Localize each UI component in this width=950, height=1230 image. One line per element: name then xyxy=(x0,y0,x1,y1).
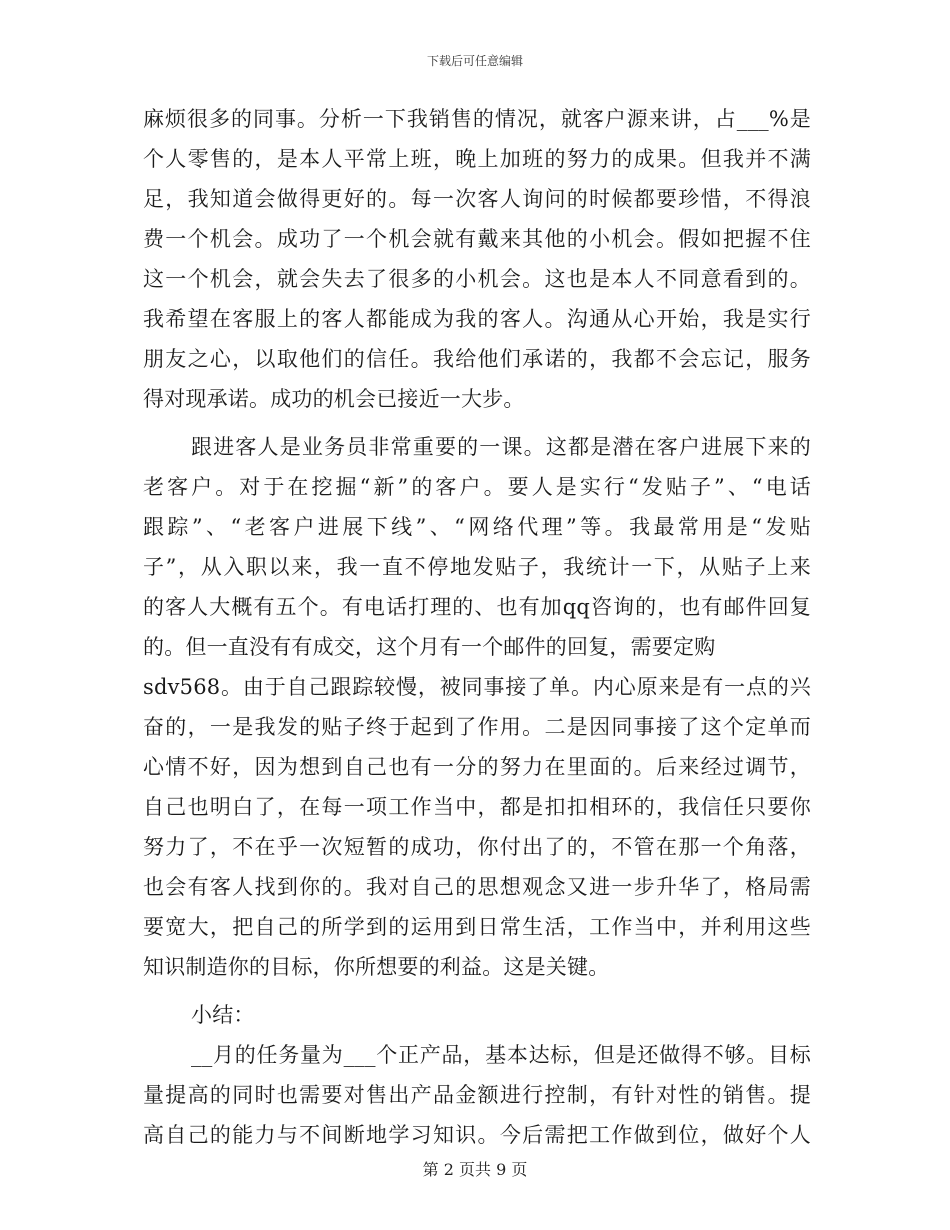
page-footer: 第 2 页共 9 页 xyxy=(422,1160,528,1179)
text-line: 子”，从入职以来，我一直不停地发贴子，我统计一下，从贴子上来 xyxy=(143,555,811,579)
text-line: 个人零售的，是本人平常上班，晚上加班的努力的成果。但我并不满 xyxy=(143,147,811,171)
document-body xyxy=(143,99,811,1155)
text-line: 要宽大，把自己的所学到的运用到日常生活，工作当中，并利用这些 xyxy=(143,915,811,939)
text-line: 知识制造你的目标，你所想要的利益。这是关键。 xyxy=(143,955,610,979)
text-line: 的。但一直没有有成交，这个月有一个邮件的回复，需要定购 xyxy=(143,635,716,659)
text-line: 跟进客人是业务员非常重要的一课。这都是潜在客户进展下来的 xyxy=(191,435,811,459)
page-header: 下载后可任意编辑 xyxy=(426,54,523,68)
paragraph xyxy=(143,427,811,987)
paragraph xyxy=(143,99,811,419)
text-line: 老客户。对于在挖掘“新”的客户。要人是实行“发贴子”、“电话 xyxy=(143,475,811,499)
text-line: 也会有客人找到你的。我对自己的思想观念又进一步升华了，格局需 xyxy=(143,875,811,899)
text-line: 的客人大概有五个。有电话打理的、也有加qq咨询的，也有邮件回复 xyxy=(143,595,811,619)
text-line: 朋友之心，以取他们的信任。我给他们承诺的，我都不会忘记，服务 xyxy=(143,347,811,371)
text-line: 费一个机会。成功了一个机会就有戴来其他的小机会。假如把握不住 xyxy=(143,227,811,251)
text-line: 小结： xyxy=(191,1003,255,1027)
paragraph xyxy=(143,1035,811,1155)
text-line: 足，我知道会做得更好的。每一次客人询问的时候都要珍惜，不得浪 xyxy=(143,187,811,211)
text-line: 努力了，不在乎一次短暂的成功，你付出了的，不管在那一个角落， xyxy=(143,835,811,859)
text-line: sdv568。由于自己跟踪较慢，被同事接了单。内心原来是有一点的兴 xyxy=(143,675,811,699)
text-line: 麻烦很多的同事。分析一下我销售的情况，就客户源来讲，占___%是 xyxy=(143,107,811,131)
text-line: 奋的，一是我发的贴子终于起到了作用。二是因同事接了这个定单而 xyxy=(143,715,811,739)
text-line: 高自己的能力与不间断地学习知识。今后需把工作做到位，做好个人 xyxy=(143,1123,811,1147)
text-line: 我希望在客服上的客人都能成为我的客人。沟通从心开始，我是实行 xyxy=(143,307,811,331)
text-line: 跟踪”、“老客户进展下线”、“网络代理”等。我最常用是“发贴 xyxy=(143,515,811,539)
section-label xyxy=(143,995,811,1035)
text-line: __月的任务量为___个正产品，基本达标，但是还做得不够。目标 xyxy=(191,1043,811,1067)
text-line: 量提高的同时也需要对售出产品金额进行控制，有针对性的销售。提 xyxy=(143,1083,811,1107)
text-line: 这一个机会，就会失去了很多的小机会。这也是本人不同意看到的。 xyxy=(143,267,811,291)
text-line: 自己也明白了，在每一项工作当中，都是扣扣相环的，我信任只要你 xyxy=(143,795,811,819)
text-line: 得对现承诺。成功的机会已接近一大步。 xyxy=(143,387,525,411)
text-line: 心情不好，因为想到自己也有一分的努力在里面的。后来经过调节， xyxy=(143,755,811,779)
